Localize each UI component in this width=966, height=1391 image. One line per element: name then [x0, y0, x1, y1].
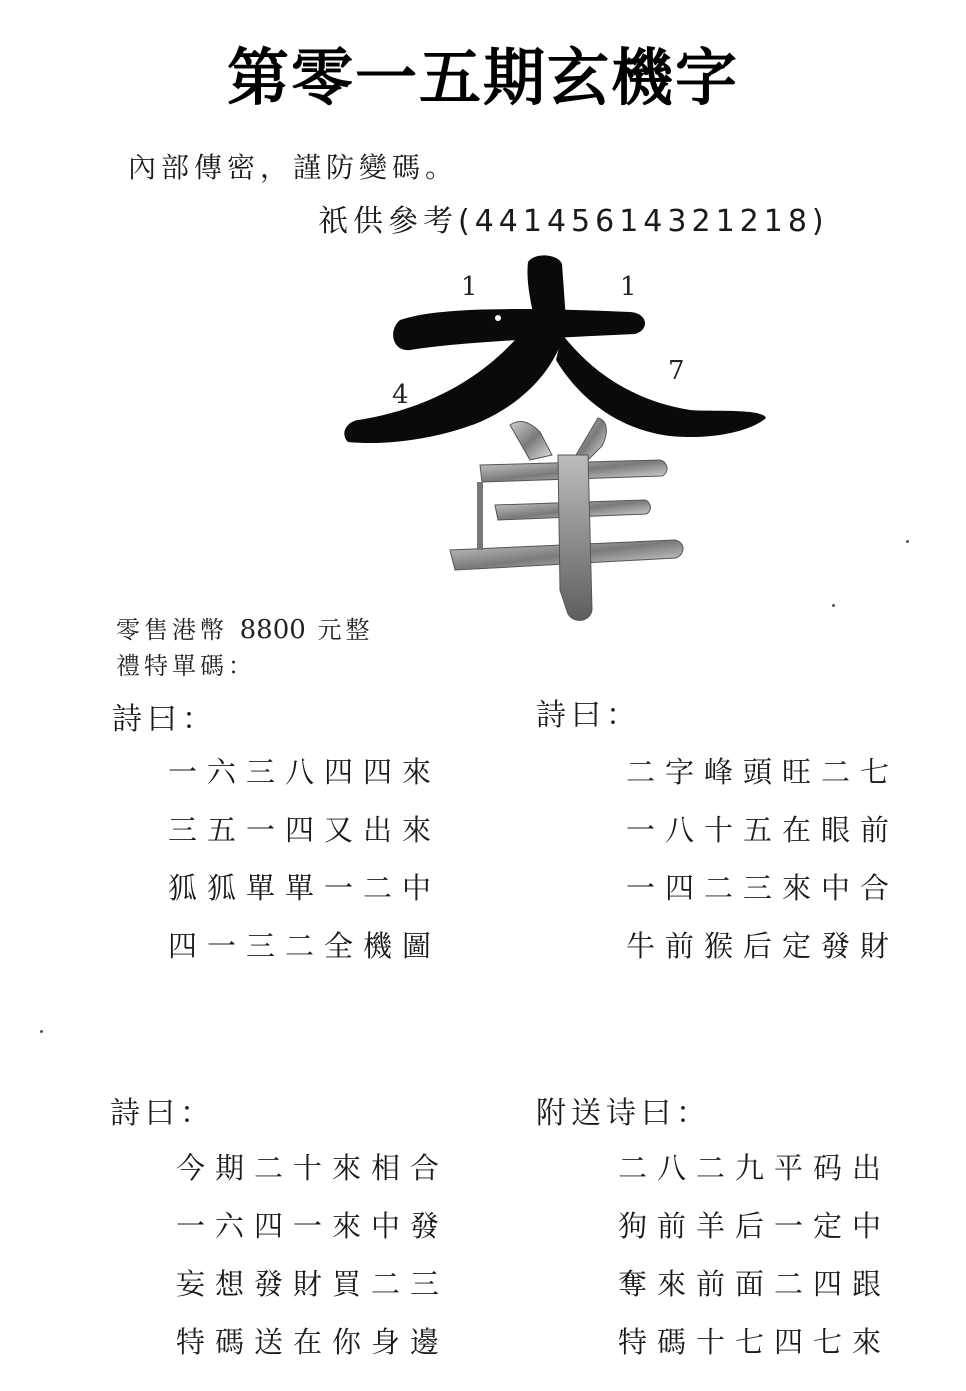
scan-speck	[832, 604, 835, 607]
price-prefix: 零售港幣	[116, 616, 228, 644]
price-suffix: 元整	[317, 616, 374, 644]
da-yang-logo	[330, 250, 770, 650]
logo-number-left: 4	[392, 380, 409, 410]
poem-3-heading: 詩曰：	[110, 1096, 215, 1131]
poem-3-line-1: 今期二十來相合	[176, 1151, 450, 1185]
poem-2-line-2: 一八十五在眼前	[626, 813, 900, 847]
poem-4-line-1: 二八二九平码出	[618, 1151, 892, 1185]
poem-1-line-3: 狐狐單單一二中	[168, 871, 442, 905]
poem-1-heading: 詩曰：	[112, 702, 217, 737]
logo-number-top-right: 1	[620, 272, 637, 302]
yang-character	[450, 418, 683, 620]
poem-4-line-2: 狗前羊后一定中	[618, 1209, 892, 1243]
logo-number-top-left: 1	[461, 272, 478, 302]
poem-1-line-2: 三五一四又出來	[168, 813, 442, 847]
da-character	[344, 255, 766, 443]
reference-code-line: 祇供參考(44145614321218)	[318, 204, 829, 239]
logo-graphic	[330, 250, 770, 650]
poem-3-line-4: 特碼送在你身邊	[176, 1325, 450, 1359]
confidential-notice: 內部傳密，謹防變碼。	[128, 151, 459, 184]
scan-speck	[906, 540, 909, 543]
poem-4-heading: 附送诗曰：	[536, 1096, 711, 1131]
price-amount: 8800	[239, 615, 306, 645]
poem-2-line-1: 二字峰頭旺二七	[626, 755, 900, 789]
poem-4-line-4: 特碼十七四七來	[618, 1325, 892, 1359]
poem-3-line-3: 妄想發財買二三	[176, 1267, 450, 1301]
special-code-label: 禮特單碼：	[116, 652, 256, 680]
poem-2-line-3: 一四二三來中合	[626, 871, 900, 905]
price-line	[116, 610, 373, 645]
poem-2-line-4: 牛前猴后定發財	[626, 929, 900, 963]
poem-1-line-1: 一六三八四四來	[168, 755, 442, 789]
poem-4-line-3: 奪來前面二四跟	[618, 1267, 892, 1301]
page-title: 第零一五期玄機字	[226, 41, 739, 114]
logo-number-right: 7	[668, 356, 685, 386]
poem-2-heading: 詩曰：	[536, 698, 641, 733]
poem-3-line-2: 一六四一來中發	[176, 1209, 450, 1243]
poem-1-line-4: 四一三二全機圖	[168, 929, 442, 963]
scan-speck	[40, 1030, 43, 1033]
